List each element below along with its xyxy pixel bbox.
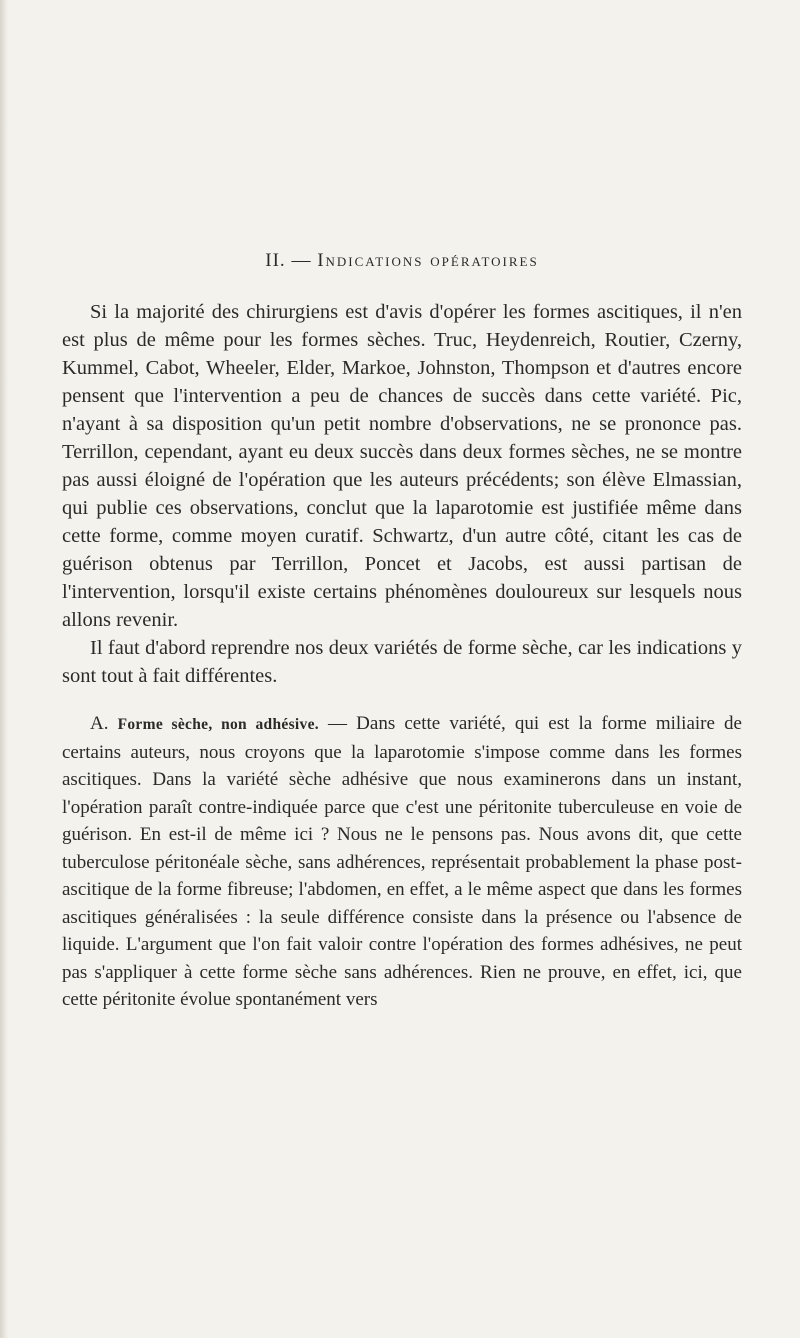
section-title [62,250,742,272]
subsection-dash: — [328,713,348,734]
section-dash: — [291,250,312,271]
subsection-heading: Forme sèche, non adhésive. [117,716,319,733]
paragraph-1: Si la majorité des chirurgiens est d'avis d'opérer les formes ascitiques, il n'en est plus de même pour les formes sèches. Truc, Heydenreich, Routier, Czerny, Kummel, Cabot, Wheeler, Elder, Markoe, Johnston, Thompson et d'autres encore pensent que l'intervention a peu de chances de succès dans cette variété. Pic, n'ayant à sa disposition qu'un petit nombre d'observations, ne se prononce pas. Terrillon, cependant, ayant eu deux succès dans deux formes sèches, ne se montre pas aussi éloigné de l'opération que les auteurs précédents; son élève Elmassian, qui publie ces observations, conclut que la laparotomie est justifiée même dans cette forme, comme moyen curatif. Schwartz, d'un autre côté, citant les cas de guérison obtenus par Terrillon, Poncet et Jacobs, est aussi partisan de l'intervention, lorsqu'il existe certains phénomènes douloureux sur lesquels nous allons revenir. [62,301,742,631]
section-title-text: Indications opératoires [317,250,539,271]
section-numeral: II. [265,250,286,271]
page-edge-shadow [0,0,8,1338]
document-page [62,250,742,1014]
paragraph-2: Il faut d'abord reprendre nos deux variétés de forme sèche, car les indications y sont tout à fait différentes. [62,637,742,687]
subsection-paragraph [62,710,742,1014]
subsection-text: Dans cette variété, qui est la forme miliaire de certains auteurs, nous croyons que la laparotomie s'impose comme dans les formes ascitiques. Dans la variété sèche adhésive que nous examinerons dans un instant, l'opération paraît contre-indiquée parce que c'est une péritonite tuberculeuse en voie de guérison. En est-il de même ici ? Nous ne le pensons pas. Nous avons dit, que cette tuberculose péritonéale sèche, sans adhérences, représentait probablement la phase post-ascitique de la forme fibreuse; l'abdomen, en effet, a le même aspect que dans les formes ascitiques généralisées : la seule différence consiste dans la présence ou l'absence de liquide. L'argument que l'on fait valoir contre l'opération des formes adhésives, ne peut pas s'appliquer à cette forme sèche sans adhérences. Rien ne prouve, en effet, ici, que cette péritonite évolue spontanément vers [62,713,742,1010]
subsection-label: A. [90,713,109,734]
